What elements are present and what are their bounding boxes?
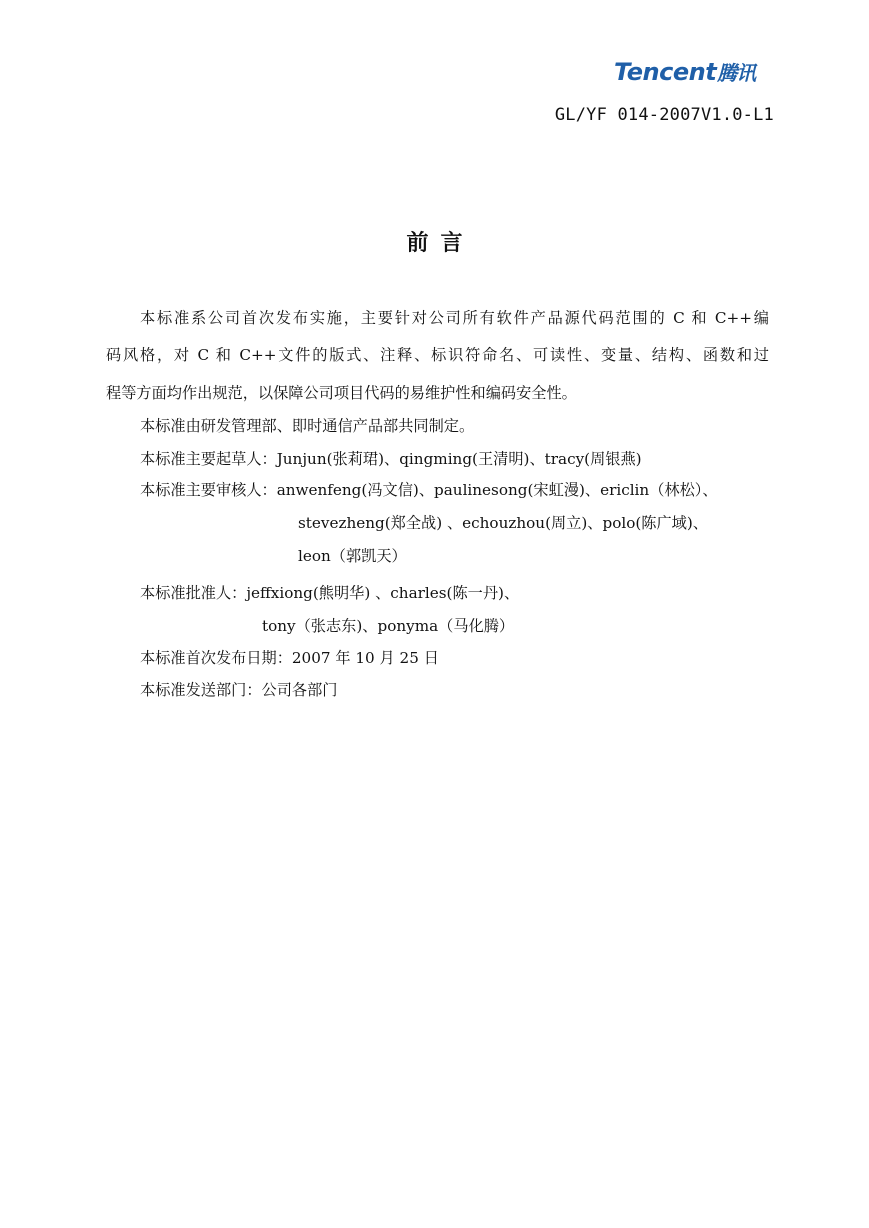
reviewers-line-2: stevezheng(郑全战) 、echouzhou(周立)、polo(陈广域)、 xyxy=(298,514,708,532)
intro-line-3: 程等方面均作出规范，以保障公司项目代码的易维护性和编码安全性。 xyxy=(106,384,577,402)
document-code: GL/YF 014-2007V1.0-L1 xyxy=(554,105,774,125)
intro-line-2: 码风格，对 C 和 C++文件的版式、注释、标识符命名、可读性、变量、结构、函数和过 xyxy=(106,346,769,364)
reviewers-line-1: 本标准主要审核人：anwenfeng(冯文信)、paulinesong(宋虹漫)、ericlin（林松）、 xyxy=(140,481,718,499)
tencent-logo xyxy=(614,60,755,84)
page-title: 前言 xyxy=(406,230,475,256)
logo-text-en: Tencent xyxy=(614,58,717,86)
drafters-line: 本标准主要起草人：Junjun(张莉珺)、qingming(王清明)、tracy(周银燕) xyxy=(140,450,642,468)
maker-statement: 本标准由研发管理部、即时通信产品部共同制定。 xyxy=(140,417,475,435)
approvers-line-2: tony（张志东)、ponyma（马化腾） xyxy=(262,617,515,635)
release-date: 本标准首次发布日期：2007 年 10 月 25 日 xyxy=(140,649,439,667)
reviewers-line-3: leon（郭凯天） xyxy=(298,547,407,565)
distribution-line: 本标准发送部门：公司各部门 xyxy=(140,681,338,699)
approvers-line-1: 本标准批准人：jeffxiong(熊明华) 、charles(陈一丹)、 xyxy=(140,584,520,602)
intro-line-1: 本标准系公司首次发布实施，主要针对公司所有软件产品源代码范围的 C 和 C++编 xyxy=(140,309,769,327)
logo-text-cn: 腾讯 xyxy=(717,61,756,85)
